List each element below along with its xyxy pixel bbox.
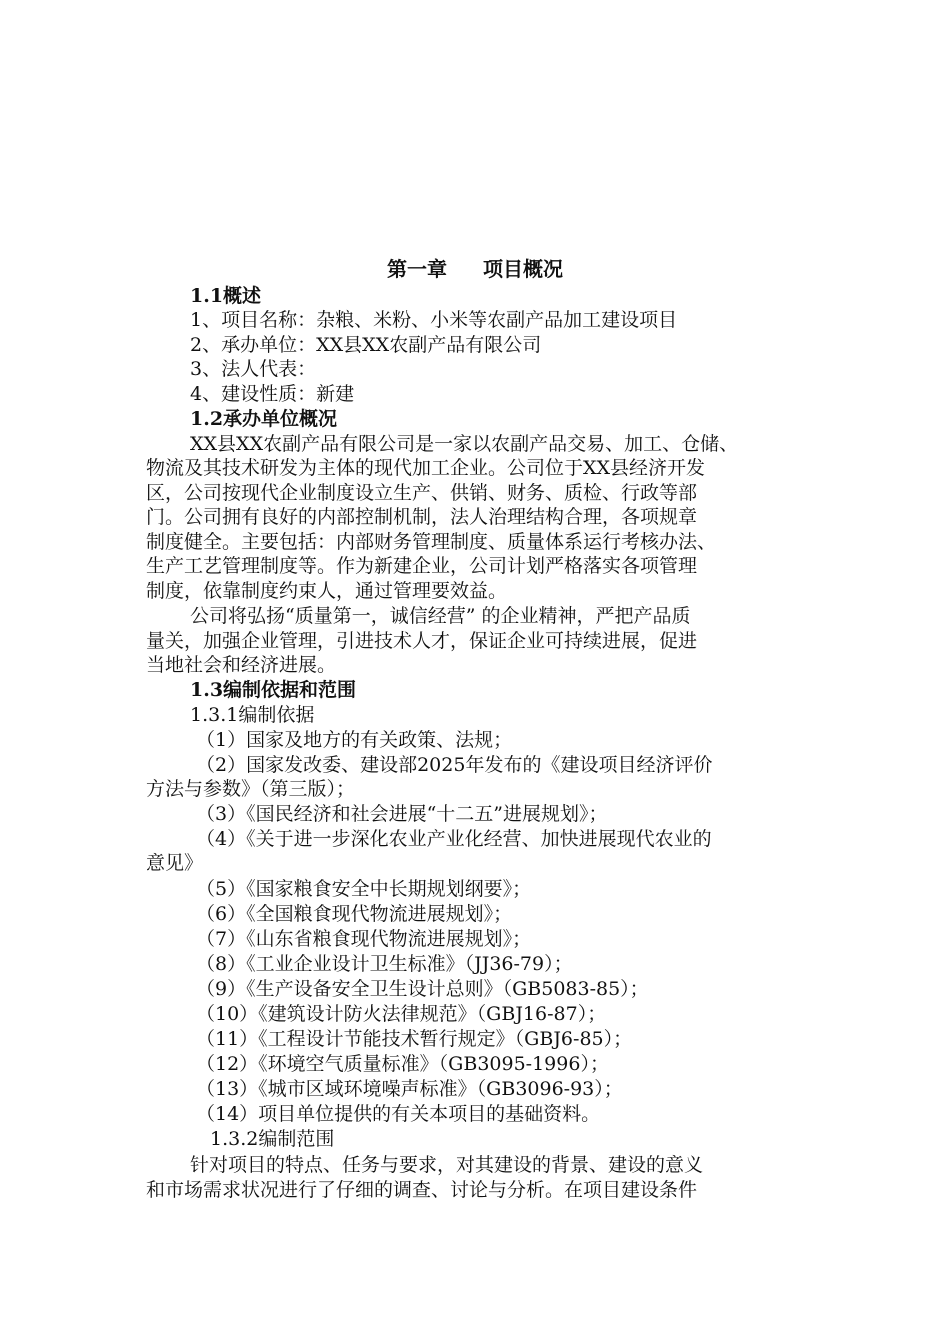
reference-item: （7）《山东省粮食现代物流进展规划》； [196, 928, 532, 950]
reference-item: （11）《工程设计节能技术暂行规定》（GBJ6-85）； [196, 1028, 633, 1050]
chapter-name: 项目概况 [483, 257, 563, 281]
overview-item: 1、项目名称：杂粮、米粉、小米等农副产品加工建设项目 [190, 309, 678, 331]
reference-item: 意见》 [146, 852, 204, 874]
paragraph-line: 制度健全。主要包括：内部财务管理制度、质量体系运行考核办法、 [146, 531, 717, 553]
paragraph-line: 制度，依靠制度约束人，通过管理要效益。 [146, 580, 508, 602]
subsection-heading: 1.3.1编制依据 [190, 704, 315, 726]
reference-item: （6）《全国粮食现代物流进展规划》； [196, 903, 513, 925]
paragraph-line: 物流及其技术研发为主体的现代加工企业。公司位于XX县经济开发 [146, 457, 706, 479]
paragraph-line: 生产工艺管理制度等。作为新建企业，公司计划严格落实各项管理 [146, 555, 698, 577]
chapter-number: 第一章 [387, 257, 447, 281]
overview-item: 2、承办单位：XX县XX农副产品有限公司 [190, 334, 542, 356]
subsection-heading: 1.3.2编制范围 [210, 1128, 335, 1150]
paragraph-line: 当地社会和经济进展。 [146, 654, 337, 676]
reference-item: （13）《城市区域环境噪声标准》（GB3096-93）； [196, 1078, 623, 1100]
paragraph-line: 门。公司拥有良好的内部控制机制，法人治理结构合理，各项规章 [146, 506, 698, 528]
chapter-title [0, 256, 950, 282]
section-heading: 1.2承办单位概况 [190, 408, 338, 430]
paragraph-line: 针对项目的特点、任务与要求，对其建设的背景、建设的意义 [190, 1154, 704, 1176]
reference-item: （14）项目单位提供的有关本项目的基础资料。 [196, 1103, 601, 1125]
paragraph-line: 区，公司按现代企业制度设立生产、供销、财务、质检、行政等部 [146, 482, 698, 504]
reference-item: （5）《国家粮食安全中长期规划纲要》； [196, 878, 532, 900]
reference-item: （9）《生产设备安全卫生设计总则》（GB5083-85）； [196, 978, 649, 1000]
overview-item: 3、法人代表： [190, 358, 317, 380]
overview-item: 4、建设性质：新建 [190, 383, 355, 405]
reference-item: （8）《工业企业设计卫生标准》（JJ36-79）； [196, 953, 573, 975]
reference-item: （1）国家及地方的有关政策、法规； [196, 729, 513, 751]
reference-item: （2）国家发改委、建设部2025年发布的《建设项目经济评价 [196, 754, 713, 776]
paragraph-line: 量关，加强企业管理，引进技术人才，保证企业可持续进展，促进 [146, 630, 698, 652]
section-heading: 1.3编制依据和范围 [190, 679, 357, 701]
reference-item: （10）《建筑设计防火法律规范》（GBJ16-87）； [196, 1003, 607, 1025]
reference-item: 方法与参数》（第三版）； [146, 778, 356, 800]
paragraph-line: 公司将弘扬“质量第一，诚信经营” 的企业精神，严把产品质 [190, 605, 691, 627]
reference-item: （3）《国民经济和社会进展“十二五”进展规划》； [196, 803, 608, 825]
paragraph-line: XX县XX农副产品有限公司是一家以农副产品交易、加工、仓储、 [190, 433, 739, 455]
paragraph-line: 和市场需求状况进行了仔细的调查、讨论与分析。在项目建设条件 [146, 1179, 698, 1201]
reference-item: （12）《环境空气质量标准》（GB3095-1996）； [196, 1053, 609, 1075]
section-heading: 1.1概述 [190, 285, 262, 307]
reference-item: （4）《关于进一步深化农业产业化经营、加快进展现代农业的 [196, 828, 712, 850]
